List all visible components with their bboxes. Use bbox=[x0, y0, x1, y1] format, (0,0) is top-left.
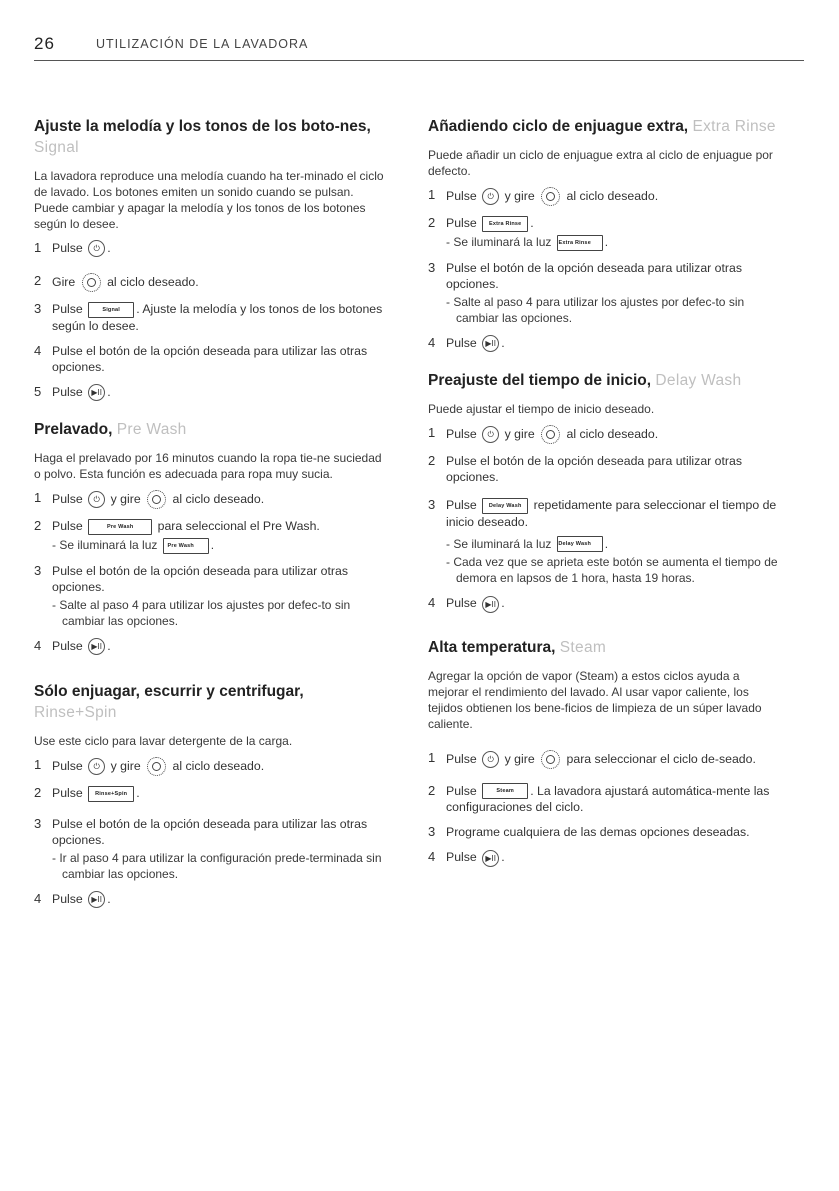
power-button-icon: ⏻ bbox=[88, 491, 105, 508]
step: 3 Programe cualquiera de las demas opciones deseadas. bbox=[428, 824, 750, 840]
sub-note: - Ir al paso 4 para utilizar la configuración prede-terminada sin cambiar las opciones. bbox=[52, 850, 382, 881]
step-text: Pulse bbox=[52, 241, 83, 255]
section-extra-rinse bbox=[428, 116, 783, 352]
sub-text: - Se iluminará la luz bbox=[446, 536, 552, 551]
sub-note: - Cada vez que se aprieta este botón se aumenta el tiempo de demora en lapsos de 1 hora, hasta 19 horas. bbox=[446, 555, 778, 586]
cycle-dial-icon bbox=[541, 425, 560, 444]
step-text: al ciclo deseado. bbox=[172, 492, 265, 506]
title-text: Preajuste del tiempo de inicio, bbox=[428, 371, 652, 389]
pre-wash-light-icon: Pre Wash bbox=[163, 538, 209, 554]
step-text: Pulse bbox=[446, 751, 477, 766]
title-text: Alta temperatura, bbox=[428, 638, 556, 656]
step-text: Pulse bbox=[52, 385, 83, 399]
step-text: Pulse bbox=[446, 216, 477, 230]
step: 3 Pulse Signal . Ajuste la melodía y los tonos de los botones según lo desee. bbox=[34, 301, 383, 333]
page-header bbox=[34, 34, 804, 61]
signal-button-icon: Signal bbox=[88, 302, 134, 318]
extra-rinse-light-icon: Extra Rinse bbox=[557, 235, 603, 251]
step-text: para seleccional el Pre Wash. bbox=[157, 519, 320, 534]
power-button-icon: ⏻ bbox=[88, 240, 105, 257]
step-text: Pulse el botón de la opción deseada para utilizar las otras opciones. bbox=[52, 344, 368, 374]
step: 2 Pulse Rinse+Spin . bbox=[34, 785, 140, 801]
sub-note: - Salte al paso 4 para utilizar los ajustes por defec-to sin cambiar las opciones. bbox=[446, 294, 745, 325]
start-pause-button-icon: ▶II bbox=[482, 335, 499, 352]
step: 1 Pulse ⏻ y gire para seleccionar el ciclo de-seado. bbox=[428, 750, 783, 769]
left-column bbox=[34, 116, 389, 926]
sub-note: - Se iluminará la luz Pre Wash . bbox=[52, 538, 215, 552]
cycle-dial-icon bbox=[147, 757, 166, 776]
mode-name: Steam bbox=[559, 638, 607, 656]
section-title bbox=[428, 637, 783, 658]
sub-text: - Se iluminará la luz bbox=[52, 538, 158, 552]
intro-text: La lavadora reproduce una melodía cuando ha ter-minado el ciclo de lavado. Los botones emiten un sonido cuando se pulsan. Puede cambiar y apagar la melodía y los tonos de los botones según lo desee. bbox=[34, 169, 384, 231]
section-steam bbox=[428, 637, 783, 867]
sub-note: - Se iluminará la luz Extra Rinse . bbox=[446, 234, 609, 249]
mode-name: Delay Wash bbox=[655, 371, 742, 389]
step-text: . Ajuste la melodía y los tonos de los botones según lo desee. bbox=[52, 302, 383, 333]
step: 4 Pulse ▶II . bbox=[34, 638, 389, 655]
step-text: Pulse el botón de la opción deseada para utilizar las otras opciones. bbox=[52, 816, 368, 847]
section-title bbox=[34, 116, 389, 158]
header-title: UTILIZACIÓN DE LA LAVADORA bbox=[96, 37, 309, 51]
section-delay-wash bbox=[428, 370, 783, 613]
cycle-dial-icon bbox=[147, 490, 166, 509]
step: 4 Pulse ▶II . bbox=[428, 595, 783, 612]
delay-wash-button-icon: Delay Wash bbox=[482, 498, 528, 514]
intro-text: Puede añadir un ciclo de enjuague extra al ciclo de enjuague por defecto. bbox=[428, 148, 773, 178]
power-button-icon: ⏻ bbox=[482, 188, 499, 205]
step-text: y gire bbox=[110, 492, 141, 506]
step-text: Pulse bbox=[446, 783, 477, 798]
power-button-icon: ⏻ bbox=[482, 426, 499, 443]
intro-text: Puede ajustar el tiempo de inicio deseado. bbox=[428, 401, 655, 416]
section-prewash bbox=[34, 419, 389, 655]
step: 2 Gire al ciclo deseado. bbox=[34, 273, 389, 292]
step: 5 Pulse ▶II . bbox=[34, 384, 389, 401]
step-text: Pulse bbox=[446, 596, 477, 611]
title-text: Prelavado, bbox=[34, 421, 113, 439]
step-text: Pulse bbox=[52, 786, 83, 801]
step-text: al ciclo deseado. bbox=[566, 426, 659, 441]
step: 1 Pulse ⏻ y gire al ciclo deseado. bbox=[34, 757, 389, 776]
step-text: Pulse bbox=[446, 426, 477, 441]
mode-name: Signal bbox=[34, 139, 79, 156]
cycle-dial-icon bbox=[82, 273, 101, 292]
start-pause-button-icon: ▶II bbox=[88, 638, 105, 655]
mode-name: Extra Rinse bbox=[692, 118, 776, 135]
step: 4 Pulse ▶II . bbox=[34, 891, 389, 908]
step-text: . La lavadora ajustará automática-mente las configuraciones del ciclo. bbox=[446, 783, 770, 815]
step: 4 Pulse el botón de la opción deseada para utilizar las otras opciones. bbox=[34, 343, 368, 374]
step-text: Pulse bbox=[52, 891, 83, 906]
step-text: y gire bbox=[110, 758, 141, 773]
start-pause-button-icon: ▶II bbox=[482, 850, 499, 867]
step-text: Pulse el botón de la opción deseada para utilizar otras opciones. bbox=[446, 453, 743, 484]
extra-rinse-button-icon: Extra Rinse bbox=[482, 216, 528, 232]
mode-name: Pre Wash bbox=[116, 421, 187, 439]
step: 2 Pulse el botón de la opción deseada para utilizar otras opciones. bbox=[428, 452, 743, 484]
start-pause-button-icon: ▶II bbox=[88, 384, 105, 401]
start-pause-button-icon: ▶II bbox=[88, 891, 105, 908]
section-signal bbox=[34, 116, 389, 401]
step-text: Pulse bbox=[52, 519, 83, 534]
step-text: Pulse bbox=[52, 758, 83, 773]
step: 1 Pulse ⏻ y gire al ciclo deseado. bbox=[34, 490, 389, 509]
step: 3 Pulse el botón de la opción deseada para utilizar las otras opciones. - Ir al paso 4 para utilizar la configuración prede-terminada sin cambiar las opciones. bbox=[34, 816, 389, 882]
step-text: y gire bbox=[504, 188, 535, 203]
rinse-spin-button-icon: Rinse+Spin bbox=[88, 786, 134, 802]
step-text: Programe cualquiera de las demas opciones deseadas. bbox=[446, 825, 750, 840]
step: 2 Pulse Pre Wash para seleccional el Pre Wash. - Se iluminará la luz Pre Wash . bbox=[34, 518, 389, 554]
step: 2 Pulse Extra Rinse . - Se iluminará la luz Extra Rinse . bbox=[428, 215, 783, 251]
pre-wash-button-icon: Pre Wash bbox=[88, 519, 152, 535]
step-text: Pulse bbox=[52, 302, 83, 317]
step: 3 Pulse Delay Wash repetidamente para seleccionar el tiempo de inicio deseado. - Se iluminará la luz Delay Wash . - Cada vez que se aprieta este botón se aumenta el tiempo de demora en lapsos de 1 hora, hasta 19 horas. bbox=[428, 497, 783, 587]
right-column bbox=[428, 116, 783, 885]
page-number: 26 bbox=[34, 34, 55, 53]
step: 1 Pulse ⏻ y gire al ciclo deseado. bbox=[428, 187, 783, 206]
step-text: y gire bbox=[504, 426, 535, 441]
cycle-dial-icon bbox=[541, 187, 560, 206]
step-text: al ciclo deseado. bbox=[172, 758, 265, 773]
step-text: y gire bbox=[504, 751, 535, 766]
step: 3 Pulse el botón de la opción deseada para utilizar otras opciones. - Salte al paso 4 para utilizar los ajustes por defec-to sin cambiar las opciones. bbox=[428, 260, 783, 326]
step-text: Pulse bbox=[52, 492, 83, 506]
sub-note: - Se iluminará la luz Delay Wash . bbox=[446, 536, 609, 551]
step: 4 Pulse ▶II . bbox=[428, 335, 783, 352]
start-pause-button-icon: ▶II bbox=[482, 596, 499, 613]
step-text: Pulse el botón de la opción deseada para utilizar otras opciones. bbox=[52, 563, 349, 594]
delay-wash-light-icon: Delay Wash bbox=[557, 536, 603, 552]
section-title bbox=[34, 681, 389, 723]
step: 1 Pulse ⏻ . bbox=[34, 240, 389, 257]
step-text: para seleccionar el ciclo de-seado. bbox=[566, 751, 756, 766]
sub-note: - Salte al paso 4 para utilizar los ajustes por defec-to sin cambiar las opciones. bbox=[52, 597, 351, 628]
mode-name: Rinse+Spin bbox=[34, 704, 117, 722]
step-text: Pulse el botón de la opción deseada para utilizar otras opciones. bbox=[446, 260, 743, 291]
power-button-icon: ⏻ bbox=[88, 758, 105, 775]
power-button-icon: ⏻ bbox=[482, 751, 499, 768]
step-text: Pulse bbox=[446, 497, 477, 512]
section-title bbox=[34, 419, 389, 440]
intro-text: Haga el prelavado por 16 minutos cuando la ropa tie-ne suciedad o polvo. Esta función es adecuada para ropa muy sucia. bbox=[34, 451, 382, 482]
section-title bbox=[428, 116, 783, 137]
step-text: Pulse bbox=[446, 850, 477, 865]
step-text: Pulse bbox=[446, 188, 477, 203]
cycle-dial-icon bbox=[541, 750, 560, 769]
step-text: Gire bbox=[52, 275, 76, 289]
title-text: Añadiendo ciclo de enjuague extra, bbox=[428, 118, 689, 135]
step-text: al ciclo deseado. bbox=[566, 188, 659, 203]
title-text: Ajuste la melodía y los tonos de los boto-nes, bbox=[34, 118, 371, 135]
sub-text: - Se iluminará la luz bbox=[446, 234, 552, 249]
step: 2 Pulse Steam . La lavadora ajustará automática-mente las configuraciones del ciclo. bbox=[428, 782, 770, 815]
intro-text: Use este ciclo para lavar detergente de la carga. bbox=[34, 734, 293, 749]
title-text: Sólo enjuagar, escurrir y centrifugar, bbox=[34, 683, 304, 701]
step: 3 Pulse el botón de la opción deseada para utilizar otras opciones. - Salte al paso 4 para utilizar los ajustes por defec-to sin cambiar las opciones. bbox=[34, 563, 389, 629]
step-text: Pulse bbox=[446, 335, 477, 350]
step: 4 Pulse ▶II . bbox=[428, 849, 783, 866]
step-text: Pulse bbox=[52, 638, 83, 653]
section-rinse-spin bbox=[34, 681, 389, 908]
step-text: repetidamente para seleccionar el tiempo de inicio deseado. bbox=[446, 497, 777, 529]
steam-button-icon: Steam bbox=[482, 783, 528, 799]
section-title bbox=[428, 370, 783, 391]
step: 1 Pulse ⏻ y gire al ciclo deseado. bbox=[428, 425, 783, 444]
intro-text: Agregar la opción de vapor (Steam) a estos ciclos ayuda a mejorar el rendimiento del lavado. Al usar vapor caliente, los tejidos obtienen los bene-ficios de limpieza de un súper lavado caliente. bbox=[428, 668, 762, 731]
step-text: al ciclo deseado. bbox=[107, 275, 199, 289]
